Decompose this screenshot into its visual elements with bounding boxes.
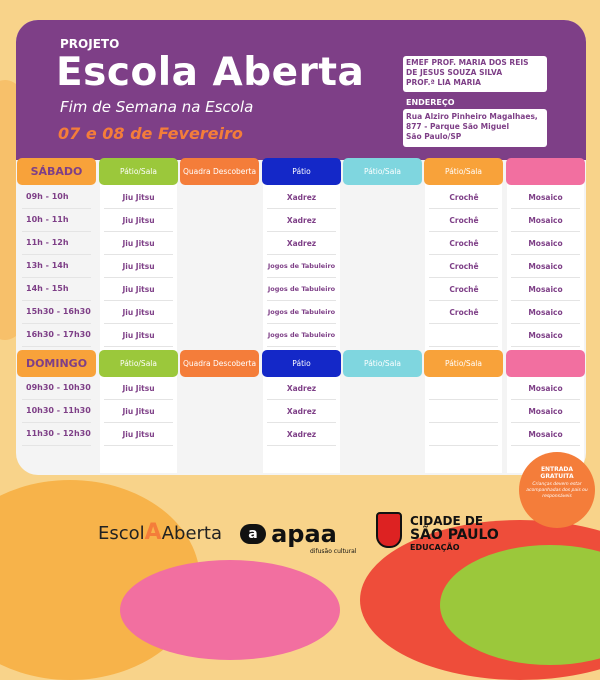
- time-slot: 13h - 14h: [26, 261, 69, 270]
- activity-cell: Mosaico: [528, 215, 563, 225]
- school-line: DE JESUS SOUZA SILVA: [406, 68, 503, 77]
- activity-cell: [342, 301, 423, 323]
- activity-cell: Jogos de Tabuleiro: [267, 262, 336, 270]
- activity-cell: Crochê: [449, 238, 479, 248]
- apaa-logo-subtitle: difusão cultural: [310, 548, 357, 555]
- activity-cell: Mosaico: [528, 307, 563, 317]
- activity-cell: [342, 209, 423, 231]
- domingo-day-label: DOMINGO: [17, 350, 96, 377]
- address-box: [403, 109, 547, 147]
- table-row: [16, 324, 586, 346]
- city-name-line: EDUCAÇÃO: [410, 543, 460, 552]
- activity-cell: Crochê: [449, 307, 479, 317]
- time-slot: 14h - 15h: [26, 284, 69, 293]
- event-date: 07 e 08 de Fevereiro: [58, 124, 243, 143]
- table-row: [16, 186, 586, 208]
- row-divider: [429, 346, 498, 347]
- column-header: Pátio/Sala: [424, 158, 503, 185]
- table-row: [16, 255, 586, 277]
- time-slot: 09h - 10h: [26, 192, 69, 201]
- activity-cell: Mosaico: [528, 238, 563, 248]
- activity-cell: Xadrez: [286, 238, 317, 248]
- activity-cell: Xadrez: [286, 383, 317, 393]
- schedule-card: [16, 20, 586, 475]
- city-name-line: SÃO PAULO: [410, 527, 499, 543]
- activity-cell: [179, 324, 261, 346]
- activity-cell: Mosaico: [528, 284, 563, 294]
- row-divider: [104, 346, 173, 347]
- column-header: Pátio/Sala: [99, 350, 178, 377]
- activity-cell: [179, 232, 261, 254]
- activity-cell: [423, 377, 505, 399]
- activity-cell: Jiu Jitsu: [122, 192, 155, 202]
- city-name-line: CIDADE DE: [410, 514, 484, 528]
- time-slot: 10h30 - 11h30: [26, 406, 91, 415]
- project-label: PROJETO: [60, 37, 120, 51]
- column-header: Pátio/Sala: [424, 350, 503, 377]
- activity-cell: Mosaico: [528, 383, 563, 393]
- activity-cell: Mosaico: [528, 406, 563, 416]
- activity-cell: Jiu Jitsu: [122, 307, 155, 317]
- column-header: Pátio/Sala: [343, 158, 422, 185]
- apaa-logo-text: apaa: [271, 520, 337, 548]
- table-row: [16, 423, 586, 445]
- address-label: ENDEREÇO: [406, 98, 455, 107]
- time-slot: 10h - 11h: [26, 215, 69, 224]
- escola-aberta-logo-part1: Escol: [98, 523, 145, 544]
- apaa-logo: [240, 520, 357, 555]
- activity-cell: Mosaico: [528, 330, 563, 340]
- activity-cell: Crochê: [449, 284, 479, 294]
- activity-cell: [423, 400, 505, 422]
- activity-cell: [342, 423, 423, 445]
- time-slot: 15h30 - 16h30: [26, 307, 91, 316]
- table-row: [16, 301, 586, 323]
- activity-cell: [179, 301, 261, 323]
- school-line: PROF.ª LIA MARIA: [406, 78, 481, 87]
- activity-cell: Jogos de Tabuleiro: [267, 308, 336, 316]
- table-row: [16, 209, 586, 231]
- activity-cell: [342, 278, 423, 300]
- sabado-day-label: SÁBADO: [17, 158, 96, 185]
- row-divider: [429, 445, 498, 446]
- time-slot: 09h30 - 10h30: [26, 383, 91, 392]
- column-header: Pátio/Sala: [343, 350, 422, 377]
- apaa-icon: a: [240, 524, 266, 544]
- address-line: São Paulo/SP: [406, 132, 462, 141]
- column-header: [506, 350, 585, 377]
- free-entry-title: ENTRADA: [540, 466, 574, 473]
- activity-cell: Crochê: [449, 215, 479, 225]
- free-entry-title: GRATUITA: [540, 473, 574, 480]
- table-row: [16, 377, 586, 399]
- column-header: [506, 158, 585, 185]
- activity-cell: Jiu Jitsu: [122, 383, 155, 393]
- sabado-header-row: [16, 158, 586, 185]
- time-slot: 11h30 - 12h30: [26, 429, 91, 438]
- activity-cell: [342, 255, 423, 277]
- row-divider: [267, 346, 336, 347]
- activity-cell: Jiu Jitsu: [122, 238, 155, 248]
- activity-cell: [179, 377, 261, 399]
- page-subtitle: Fim de Semana na Escola: [60, 98, 254, 116]
- row-divider: [22, 445, 91, 446]
- domingo-header-row: [16, 350, 586, 377]
- row-divider: [104, 445, 173, 446]
- time-slot: 11h - 12h: [26, 238, 69, 247]
- column-header: Quadra Descoberta: [180, 158, 259, 185]
- activity-cell: [179, 186, 261, 208]
- activity-cell: Jiu Jitsu: [122, 330, 155, 340]
- activity-cell: Xadrez: [286, 215, 317, 225]
- activity-cell: Mosaico: [528, 192, 563, 202]
- activity-cell: [423, 423, 505, 445]
- activity-cell: [179, 400, 261, 422]
- row-divider: [22, 346, 91, 347]
- logo-a-mark: A: [144, 520, 162, 545]
- activity-cell: Jiu Jitsu: [122, 215, 155, 225]
- page-title: Escola Aberta: [56, 50, 365, 95]
- activity-cell: Xadrez: [286, 192, 317, 202]
- column-header: Quadra Descoberta: [180, 350, 259, 377]
- city-crest-icon: [376, 512, 402, 548]
- school-name-box: [403, 56, 547, 92]
- activity-cell: [342, 400, 423, 422]
- table-row: [16, 278, 586, 300]
- activity-cell: Jogos de Tabuleiro: [267, 285, 336, 293]
- column-header: Pátio/Sala: [99, 158, 178, 185]
- time-slot: 16h30 - 17h30: [26, 330, 91, 339]
- activity-cell: [342, 324, 423, 346]
- activity-cell: Crochê: [449, 192, 479, 202]
- row-divider: [511, 445, 580, 446]
- activity-cell: [342, 377, 423, 399]
- activity-cell: Xadrez: [286, 406, 317, 416]
- activity-cell: [423, 324, 505, 346]
- escola-aberta-logo: [98, 520, 222, 545]
- activity-cell: Jiu Jitsu: [122, 429, 155, 439]
- activity-cell: Xadrez: [286, 429, 317, 439]
- row-divider: [267, 445, 336, 446]
- row-divider: [511, 346, 580, 347]
- escola-aberta-logo-part2: Aberta: [161, 523, 223, 544]
- activity-cell: [179, 209, 261, 231]
- table-row: [16, 400, 586, 422]
- activity-cell: [342, 232, 423, 254]
- column-header: Pátio: [262, 350, 341, 377]
- column-header: Pátio: [262, 158, 341, 185]
- activity-cell: Jiu Jitsu: [122, 284, 155, 294]
- activity-cell: [342, 186, 423, 208]
- header-banner: [16, 20, 586, 160]
- activity-cell: Crochê: [449, 261, 479, 271]
- table-row: [16, 232, 586, 254]
- activity-cell: [179, 255, 261, 277]
- school-line: EMEF PROF. MARIA DOS REIS: [406, 58, 529, 67]
- activity-cell: Jiu Jitsu: [122, 406, 155, 416]
- activity-cell: Mosaico: [528, 429, 563, 439]
- background-shape: [120, 560, 340, 660]
- free-entry-badge: [519, 452, 595, 528]
- free-entry-note: Crianças devem estar acompanhadas dos pais ou responsáveis: [526, 482, 588, 499]
- address-line: 877 - Parque São Miguel: [406, 122, 510, 131]
- activity-cell: Jiu Jitsu: [122, 261, 155, 271]
- activity-cell: Mosaico: [528, 261, 563, 271]
- activity-cell: Jogos de Tabuleiro: [267, 331, 336, 339]
- activity-cell: [179, 423, 261, 445]
- activity-cell: [179, 278, 261, 300]
- address-line: Rua Alziro Pinheiro Magalhaes,: [406, 112, 538, 121]
